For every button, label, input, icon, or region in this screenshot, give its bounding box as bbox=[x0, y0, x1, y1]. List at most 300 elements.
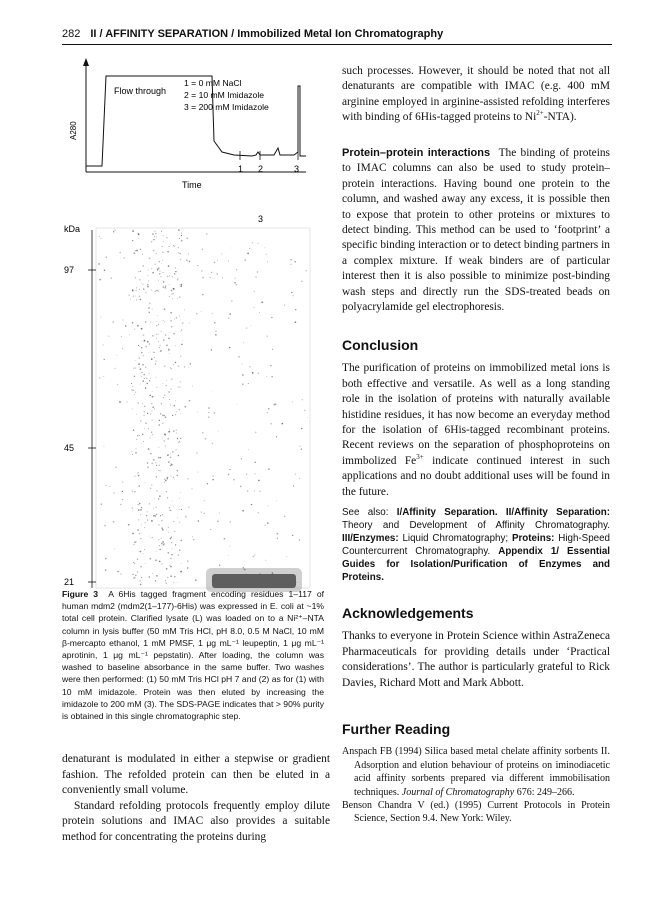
gel-speckle bbox=[170, 367, 171, 368]
gel-speckle bbox=[233, 479, 235, 481]
gel-speckle bbox=[172, 298, 173, 299]
gel-speckle bbox=[155, 291, 157, 293]
gel-speckle bbox=[277, 538, 278, 539]
legend-line-3: 3 = 200 mM Imidazole bbox=[184, 102, 269, 112]
gel-speckle bbox=[211, 349, 212, 350]
gel-speckle bbox=[212, 390, 213, 391]
gel-speckle bbox=[307, 417, 308, 418]
gel-speckle bbox=[229, 546, 230, 547]
gel-speckle bbox=[137, 474, 138, 475]
gel-speckle bbox=[142, 265, 144, 267]
gel-speckle bbox=[170, 538, 172, 540]
gel-speckle bbox=[181, 540, 183, 542]
gel-speckle bbox=[292, 295, 294, 297]
gel-speckle bbox=[162, 272, 163, 273]
gel-speckle bbox=[214, 262, 215, 263]
gel-unit-label: kDa bbox=[64, 224, 81, 234]
gel-speckle bbox=[158, 424, 160, 426]
gel-speckle bbox=[244, 259, 246, 261]
gel-speckle bbox=[254, 473, 255, 474]
gel-speckle bbox=[119, 252, 121, 254]
gel-speckle bbox=[158, 539, 159, 540]
gel-speckle bbox=[105, 569, 107, 571]
gel-speckle bbox=[161, 538, 162, 539]
gel-speckle bbox=[163, 281, 165, 283]
gel-speckle bbox=[149, 558, 151, 560]
gel-speckle bbox=[264, 525, 265, 526]
gel-speckle bbox=[139, 551, 140, 552]
see-also-link-5[interactable]: Appendix 1/ Essential Guides for Isolation/Purification of Enzymes and Proteins. bbox=[342, 546, 610, 583]
gel-speckle bbox=[135, 290, 137, 292]
gel-speckle bbox=[210, 529, 211, 530]
gel-speckle bbox=[130, 299, 131, 300]
x-axis-label: Time bbox=[182, 180, 202, 190]
gel-speckle bbox=[172, 451, 173, 452]
gel-speckle bbox=[272, 349, 273, 350]
gel-speckle bbox=[135, 367, 136, 368]
gel-speckle bbox=[156, 551, 157, 552]
gel-speckle bbox=[148, 281, 149, 282]
gel-speckle bbox=[178, 229, 180, 231]
gel-speckle bbox=[113, 231, 114, 232]
gel-speckle bbox=[104, 269, 106, 271]
gel-speckle bbox=[167, 552, 169, 554]
see-also-link-1[interactable]: I/Affinity Separation. bbox=[396, 507, 498, 518]
gel-speckle bbox=[179, 284, 180, 285]
gel-speckle bbox=[264, 247, 265, 248]
gel-speckle bbox=[158, 498, 159, 499]
gel-speckle bbox=[139, 503, 141, 505]
gel-speckle bbox=[172, 276, 173, 277]
gel-speckle bbox=[154, 406, 155, 407]
gel-speckle bbox=[156, 514, 158, 516]
gel-speckle bbox=[147, 383, 148, 384]
gel-speckle bbox=[259, 491, 261, 493]
gel-speckle bbox=[146, 515, 147, 516]
gel-speckle bbox=[147, 511, 148, 512]
gel-speckle bbox=[137, 529, 139, 531]
gel-speckle bbox=[159, 561, 161, 563]
gel-speckle bbox=[210, 277, 211, 278]
gel-speckle bbox=[158, 447, 159, 448]
gel-speckle bbox=[181, 563, 182, 564]
gel-speckle bbox=[162, 320, 163, 321]
gel-speckle bbox=[156, 338, 157, 339]
gel-speckle bbox=[170, 575, 172, 577]
gel-speckle bbox=[299, 539, 300, 540]
gel-speckle bbox=[166, 491, 167, 492]
gel-speckle bbox=[152, 272, 154, 274]
gel-speckle bbox=[178, 252, 179, 253]
gel-speckle bbox=[162, 415, 164, 417]
gel-speckle bbox=[100, 317, 101, 318]
see-also-text-2: Theory and Development of Affinity Chromatography. bbox=[342, 520, 610, 531]
gel-speckle bbox=[179, 409, 180, 410]
gel-speckle bbox=[258, 512, 260, 513]
gel-speckle bbox=[166, 237, 168, 239]
gel-speckle bbox=[135, 296, 136, 297]
gel-speckle bbox=[168, 461, 170, 463]
gel-speckle bbox=[155, 363, 156, 364]
reference-2: Benson Chandra V (ed.) (1995) Current Protocols in Protein Science, Section 9.4. New York: Wiley. bbox=[342, 800, 610, 825]
gel-speckle bbox=[188, 367, 189, 368]
gel-speckle bbox=[98, 263, 99, 264]
marker-label-97: 97 bbox=[64, 265, 75, 275]
gel-speckle bbox=[177, 279, 179, 281]
marker-label-21: 21 bbox=[64, 577, 75, 587]
gel-speckle bbox=[181, 240, 183, 242]
gel-speckle bbox=[159, 470, 160, 471]
gel-speckle bbox=[132, 230, 134, 232]
gel-speckle bbox=[277, 533, 279, 535]
gel-speckle bbox=[149, 312, 151, 314]
gel-speckle bbox=[270, 423, 272, 425]
gel-speckle bbox=[133, 544, 134, 545]
gel-speckle bbox=[138, 509, 140, 511]
see-also-link-2[interactable]: II/Affinity Separation: bbox=[505, 507, 611, 518]
gel-speckle bbox=[164, 365, 166, 367]
gel-speckle bbox=[179, 441, 180, 442]
gel-speckle bbox=[139, 580, 140, 581]
gel-speckle bbox=[138, 358, 139, 359]
gel-speckle bbox=[160, 351, 161, 352]
gel-speckle bbox=[151, 520, 153, 522]
gel-speckle bbox=[147, 284, 149, 286]
gel-speckle bbox=[153, 239, 155, 241]
gel-speckle bbox=[165, 416, 167, 418]
gel-speckle bbox=[171, 548, 172, 549]
gel-speckle bbox=[159, 495, 161, 497]
gel-speckle bbox=[137, 559, 138, 560]
gel-speckle bbox=[132, 289, 134, 291]
gel-speckle bbox=[270, 365, 272, 367]
gel-speckle bbox=[152, 537, 153, 538]
gel-speckle bbox=[265, 560, 266, 561]
gel-speckle bbox=[208, 416, 209, 417]
gel-speckle bbox=[197, 411, 198, 412]
gel-speckle bbox=[295, 321, 297, 323]
gel-speckle bbox=[114, 493, 115, 494]
gel-speckle bbox=[146, 378, 147, 379]
gel-speckle bbox=[133, 368, 134, 369]
gel-speckle bbox=[166, 385, 167, 386]
gel-speckle bbox=[177, 582, 178, 583]
gel-speckle bbox=[164, 478, 166, 480]
gel-speckle bbox=[222, 277, 223, 278]
gel-speckle bbox=[174, 273, 175, 274]
gel-speckle bbox=[132, 491, 133, 492]
gel-speckle bbox=[158, 470, 159, 471]
gel-speckle bbox=[156, 476, 157, 477]
gel-speckle bbox=[171, 326, 173, 328]
gel-speckle bbox=[132, 507, 134, 509]
gel-speckle bbox=[185, 517, 186, 518]
gel-speckle bbox=[140, 299, 142, 301]
gel-speckle bbox=[159, 420, 160, 421]
gel-speckle bbox=[167, 478, 168, 479]
gel-speckle bbox=[184, 366, 185, 367]
gel-speckle bbox=[164, 415, 165, 416]
gel-speckle bbox=[141, 376, 142, 377]
gel-speckle bbox=[229, 347, 231, 349]
gel-speckle bbox=[262, 245, 263, 246]
gel-speckle bbox=[196, 313, 197, 314]
gel-speckle bbox=[179, 498, 180, 499]
gel-speckle bbox=[241, 458, 242, 459]
gel-speckle bbox=[192, 385, 193, 386]
gel-speckle bbox=[134, 577, 136, 579]
see-also-link-4[interactable]: Proteins: bbox=[511, 533, 555, 544]
gel-speckle bbox=[139, 279, 140, 280]
gel-speckle bbox=[176, 449, 177, 450]
gel-speckle bbox=[181, 509, 182, 510]
gel-speckle bbox=[182, 340, 183, 341]
gel-speckle bbox=[132, 574, 133, 575]
gel-speckle bbox=[153, 352, 154, 353]
gel-speckle bbox=[166, 345, 168, 347]
gel-speckle bbox=[162, 529, 164, 531]
chromatogram bbox=[62, 56, 322, 196]
gel-speckle bbox=[143, 334, 145, 336]
gel-speckle bbox=[175, 271, 176, 272]
marker-3: 3 bbox=[294, 164, 300, 174]
gel-speckle bbox=[150, 435, 151, 436]
gel-speckle bbox=[164, 434, 166, 436]
flow-through-label: Flow through bbox=[114, 86, 167, 96]
legend-line-2: 2 = 10 mM Imidazole bbox=[184, 90, 265, 100]
gel-speckle bbox=[99, 279, 101, 281]
gel-speckle bbox=[208, 412, 209, 413]
gel-speckle bbox=[170, 404, 171, 405]
gel-speckle bbox=[212, 479, 214, 481]
gel-speckle bbox=[266, 376, 267, 377]
gel-speckle bbox=[143, 288, 145, 290]
gel-speckle bbox=[141, 372, 142, 373]
gel-speckle bbox=[202, 249, 203, 250]
gel-speckle bbox=[135, 392, 137, 394]
gel-speckle bbox=[156, 325, 157, 326]
gel-speckle bbox=[178, 247, 179, 248]
gel-speckle bbox=[294, 261, 295, 262]
gel-speckle bbox=[286, 556, 287, 557]
gel-speckle bbox=[236, 284, 237, 285]
gel-speckle bbox=[217, 521, 219, 523]
gel-speckle bbox=[150, 378, 151, 379]
gel-speckle bbox=[172, 501, 173, 502]
figure-caption-text: A 6His tagged fragment encoding residues 1–117 of human mdm2 (mdm2(1–177)-6His) was expressed in E. coli at ~1% total cell protein. Clarified lysate (L) was loaded on to a Ni²⁺–NTA column in lysis buffer (50 mM Tris HCl, pH 8.0, 0.5 M NaCl, 10 mM β-mercapto ethanol, 1 mM PMSF, 1 μg mL⁻¹ leupeptin, 1 μg mL⁻¹ aprotinin, 1 μg mL⁻¹ pepstatin). After loading, the column was washed to baseline absorbance in the same buffer. Two washes were then performed: (1) 50 mM Tris HCl pH 7 and (2) as for (1) with 10 mM imidazole. Protein was then eluted by increasing the imidazole to 200 mM (3). The SDS-PAGE indicates that > 90% purity is obtained in this single chromatographic step. bbox=[62, 589, 324, 722]
gel-speckle bbox=[138, 345, 139, 346]
gel-speckle bbox=[155, 580, 156, 581]
gel-speckle bbox=[174, 531, 176, 533]
conclusion-heading: Conclusion bbox=[342, 337, 419, 353]
gel-speckle bbox=[165, 445, 166, 446]
gel-speckle bbox=[295, 309, 297, 311]
gel-speckle bbox=[125, 325, 127, 327]
gel-speckle bbox=[189, 400, 191, 402]
gel-speckle bbox=[144, 428, 145, 429]
gel-speckle bbox=[175, 267, 176, 268]
gel-speckle bbox=[136, 300, 137, 301]
conclusion-section bbox=[342, 338, 610, 500]
gel-speckle bbox=[132, 511, 133, 512]
gel-speckle bbox=[252, 242, 253, 243]
marker-1: 1 bbox=[238, 164, 244, 174]
gel-speckle bbox=[170, 368, 172, 370]
gel-speckle bbox=[169, 429, 170, 430]
gel-speckle bbox=[143, 553, 144, 554]
gel-speckle bbox=[248, 449, 249, 450]
gel-speckle bbox=[145, 422, 146, 423]
gel-speckle bbox=[170, 312, 172, 314]
gel-speckle bbox=[173, 521, 174, 522]
gel-speckle bbox=[242, 510, 244, 512]
gel-speckle bbox=[290, 259, 292, 261]
gel-speckle bbox=[145, 321, 147, 323]
gel-speckle bbox=[144, 522, 145, 523]
gel-speckle bbox=[138, 475, 140, 477]
gel-speckle bbox=[101, 503, 102, 504]
gel-speckle bbox=[149, 503, 150, 504]
gel-speckle bbox=[131, 383, 132, 384]
gel-speckle bbox=[152, 309, 153, 310]
ppi-text: The binding of proteins to IMAC columns can also be used to study protein–protein interactions. Having bound one protein to the column, and washed away any excess, it is possible then to expose that protein to other proteins or mixtures to detect binding. This method can be used to ‘footprint’ a specific binding interaction or to detect binding partners in a complex mixture. If weak binders are of particular interest then it is also possible to minimize post-binding wash steps and directly run the SDS-treated beads on polyacrylamide gel electrophoresis. bbox=[342, 147, 610, 314]
gel-speckle bbox=[197, 265, 198, 266]
gel-speckle bbox=[248, 383, 249, 384]
gel-speckle bbox=[169, 275, 170, 276]
gel-speckle bbox=[142, 380, 144, 382]
gel-speckle bbox=[292, 401, 293, 402]
gel-speckle bbox=[180, 438, 181, 439]
gel-speckle bbox=[133, 295, 134, 296]
gel-speckle bbox=[301, 449, 302, 450]
gel-speckle bbox=[148, 307, 149, 308]
gel-speckle bbox=[134, 541, 136, 543]
gel-speckle bbox=[140, 368, 142, 370]
gel-speckle bbox=[156, 253, 157, 254]
gel-speckle bbox=[170, 453, 171, 454]
gel-speckle bbox=[234, 282, 235, 283]
gel-speckle bbox=[138, 233, 140, 235]
gel-speckle bbox=[175, 362, 176, 363]
gel-speckle bbox=[293, 485, 294, 486]
gel-speckle bbox=[180, 571, 182, 573]
gel-speckle bbox=[180, 413, 181, 414]
gel-speckle bbox=[238, 356, 240, 358]
gel-speckle bbox=[152, 407, 153, 408]
gel-speckle bbox=[180, 387, 181, 388]
gel-speckle bbox=[164, 440, 165, 441]
gel-speckle bbox=[122, 319, 123, 320]
gel-speckle bbox=[247, 253, 249, 255]
gel-speckle bbox=[156, 465, 157, 466]
gel-speckle bbox=[168, 338, 170, 340]
gel-speckle bbox=[152, 335, 153, 336]
gel-speckle bbox=[140, 538, 141, 539]
gel-speckle bbox=[151, 432, 152, 433]
gel-speckle bbox=[145, 367, 146, 368]
gel-speckle bbox=[159, 545, 160, 546]
gel-speckle bbox=[171, 476, 172, 477]
gel-speckle bbox=[162, 514, 163, 515]
gel-speckle bbox=[148, 269, 149, 270]
gel-speckle bbox=[147, 466, 149, 468]
gel-speckle bbox=[158, 324, 159, 325]
gel-speckle bbox=[103, 344, 104, 345]
gel-speckle bbox=[181, 329, 182, 330]
conclusion-superscript: 3+ bbox=[416, 453, 424, 462]
gel-speckle bbox=[276, 436, 277, 437]
gel-speckle bbox=[174, 479, 175, 480]
gel-speckle bbox=[174, 405, 175, 406]
gel-speckle bbox=[246, 327, 247, 328]
gel-speckle bbox=[103, 376, 104, 377]
gel-speckle bbox=[187, 478, 189, 480]
intro-text-b: -NTA). bbox=[543, 111, 577, 124]
gel-speckle bbox=[144, 341, 145, 342]
gel-speckle bbox=[169, 246, 170, 247]
gel-speckle bbox=[180, 331, 181, 332]
gel-speckle bbox=[184, 309, 185, 310]
marker-label-45: 45 bbox=[64, 443, 75, 453]
gel-speckle bbox=[140, 566, 142, 568]
gel-speckle bbox=[254, 307, 255, 308]
gel-speckle bbox=[241, 364, 242, 365]
gel-speckle bbox=[150, 414, 151, 415]
gel-speckle bbox=[151, 403, 153, 405]
gel-speckle bbox=[156, 236, 157, 237]
gel-speckle bbox=[258, 373, 259, 374]
gel-speckle bbox=[179, 253, 181, 255]
gel-speckle bbox=[179, 238, 180, 239]
gel-speckle bbox=[152, 434, 153, 435]
gel-speckle bbox=[148, 576, 150, 578]
gel-speckle bbox=[142, 254, 143, 255]
gel-speckle bbox=[174, 246, 176, 248]
gel-speckle bbox=[144, 378, 145, 379]
gel-speckle bbox=[177, 277, 178, 278]
gel-speckle bbox=[181, 235, 182, 236]
gel-speckle bbox=[178, 442, 179, 443]
gel-speckle bbox=[295, 474, 296, 475]
gel-speckle bbox=[135, 277, 136, 278]
gel-speckle bbox=[174, 576, 175, 577]
gel-speckle bbox=[145, 346, 147, 348]
gel-speckle bbox=[150, 538, 151, 539]
see-also-link-3[interactable]: III/Enzymes: bbox=[342, 533, 399, 544]
gel-speckle bbox=[173, 293, 174, 294]
gel-speckle bbox=[145, 563, 146, 564]
gel-speckle bbox=[162, 423, 163, 424]
gel-speckle bbox=[161, 403, 162, 404]
further-reading-heading: Further Reading bbox=[342, 721, 451, 737]
gel-speckle bbox=[142, 364, 143, 365]
gel-speckle bbox=[163, 280, 164, 281]
gel-speckle bbox=[192, 536, 193, 537]
gel-speckle bbox=[168, 391, 169, 392]
see-also-text-3: Liquid Chromatography; bbox=[402, 533, 509, 544]
acknowledgements-text: Thanks to everyone in Protein Science within AstraZeneca Pharmaceuticals for providing details under ‘Practical considerations’. The author is particularly grateful to Rick Davies, Richard Mott and Mark Abbott. bbox=[342, 630, 610, 689]
gel-speckle bbox=[189, 323, 190, 324]
gel-speckle bbox=[254, 491, 255, 492]
gel-speckle bbox=[169, 565, 170, 566]
gel-speckle bbox=[203, 513, 204, 514]
gel-speckle bbox=[211, 272, 213, 274]
gel-speckle bbox=[299, 478, 300, 479]
gel-speckle bbox=[172, 415, 173, 416]
gel-speckle bbox=[148, 448, 150, 450]
legend-line-1: 1 = 0 mM NaCl bbox=[184, 78, 242, 88]
gel-speckle bbox=[114, 230, 115, 231]
